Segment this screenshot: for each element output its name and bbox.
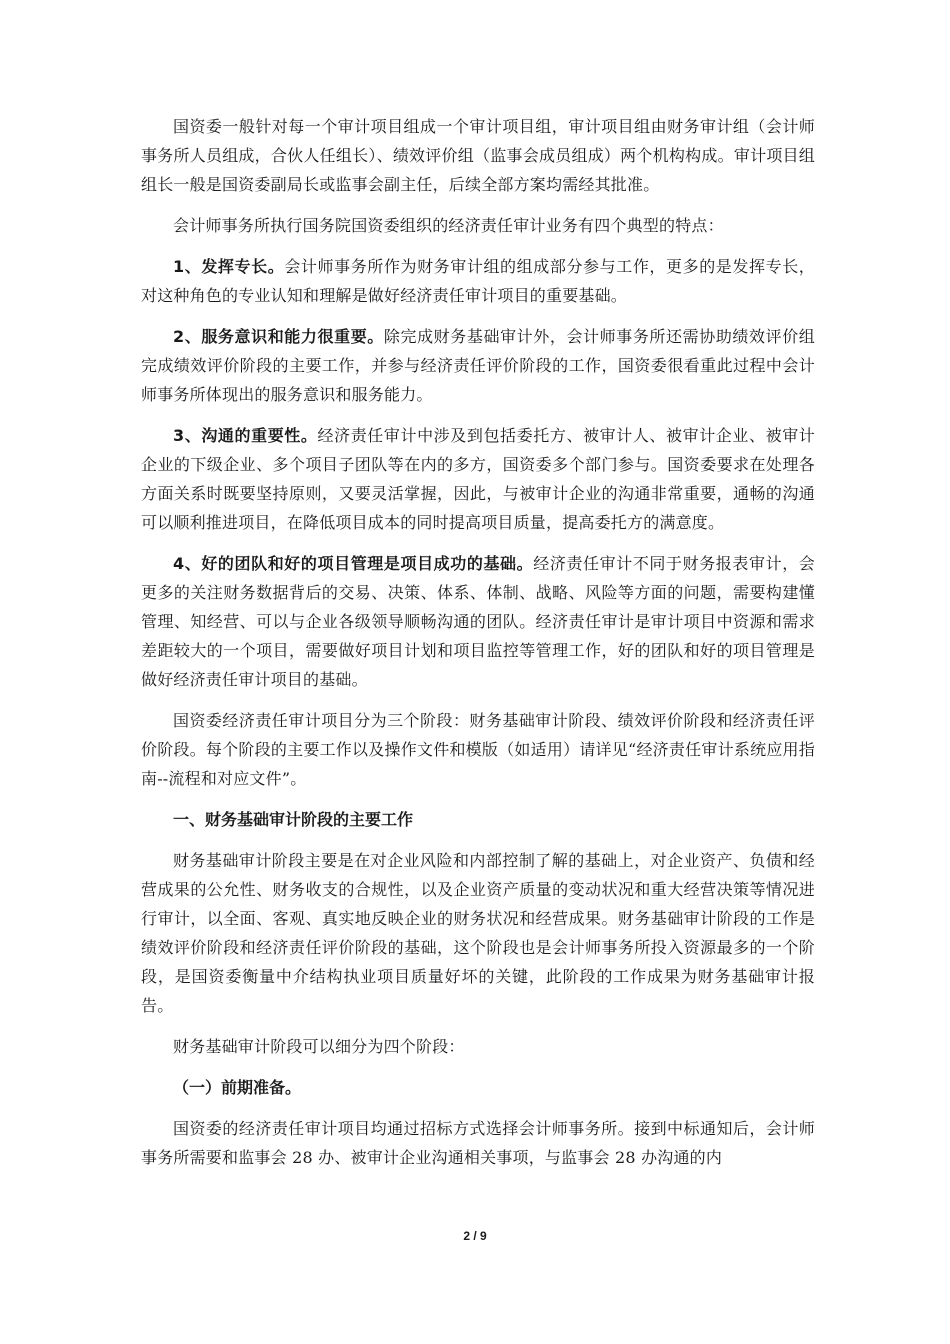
- paragraph-text: 国资委经济责任审计项目分为三个阶段：财务基础审计阶段、绩效评价阶段和经济责任评价阶段。每个阶段的主要工作以及操作文件和模版（如适用）请详见“经济责任审计系统应用指南--流程和对应文件”。: [141, 711, 815, 788]
- paragraph-feature-4: [141, 549, 815, 694]
- paragraph-lead: 1、发挥专长。: [173, 257, 285, 276]
- paragraph-four-sub-stages: [141, 1032, 815, 1061]
- paragraph-features-intro: [141, 211, 815, 240]
- paragraph-feature-2: [141, 322, 815, 409]
- paragraph-text: 财务基础审计阶段主要是在对企业风险和内部控制了解的基础上，对企业资产、负债和经营成果的公允性、财务收支的合规性，以及企业资产质量的变动状况和重大经营决策等情况进行审计，以全面、客观、真实地反映企业的财务状况和经营成果。财务基础审计阶段的工作是绩效评价阶段和经济责任评价阶段的基础，这个阶段也是会计师事务所投入资源最多的一个阶段，是国资委衡量中介结构执业项目质量好坏的关键，此阶段的工作成果为财务基础审计报告。: [141, 851, 815, 1015]
- subsection-heading-preparation: （一）前期准备。: [173, 1078, 302, 1097]
- page-number: 2 / 9: [463, 1229, 487, 1243]
- section-heading-financial-audit: 一、财务基础审计阶段的主要工作: [173, 810, 414, 829]
- paragraph-text: 会计师事务所执行国务院国资委组织的经济责任审计业务有四个典型的特点：: [173, 216, 724, 235]
- paragraph-audit-team: [141, 112, 815, 199]
- paragraph-financial-audit: [141, 846, 815, 1020]
- paragraph-feature-3: [141, 421, 815, 537]
- paragraph-bidding: [141, 1114, 815, 1172]
- paragraph-text: 会计师事务所作为财务审计组的组成部分参与工作，更多的是发挥专长，对这种角色的专业认知和理解是做好经济责任审计项目的重要基础。: [141, 257, 815, 305]
- paragraph-text: 国资委一般针对每一个审计项目组成一个审计项目组，审计项目组由财务审计组（会计师事务所人员组成，合伙人任组长）、绩效评价组（监事会成员组成）两个机构构成。审计项目组组长一般是国资委副局长或监事会副主任，后续全部方案均需经其批准。: [141, 117, 815, 194]
- paragraph-lead: 2、服务意识和能力很重要。: [173, 327, 384, 346]
- paragraph-three-stages: [141, 706, 815, 793]
- paragraph-lead: 3、沟通的重要性。: [173, 426, 318, 445]
- paragraph-text: 经济责任审计中涉及到包括委托方、被审计人、被审计企业、被审计企业的下级企业、多个项目子团队等在内的多方，国资委多个部门参与。国资委要求在处理各方面关系时既要坚持原则，又要灵活掌握，因此，与被审计企业的沟通非常重要，通畅的沟通可以顺利推进项目，在降低项目成本的同时提高项目质量，提高委托方的满意度。: [141, 426, 815, 532]
- document-body: [141, 112, 815, 1184]
- paragraph-feature-1: [141, 252, 815, 310]
- paragraph-lead: 4、好的团队和好的项目管理是项目成功的基础。: [173, 554, 534, 573]
- paragraph-text: 除完成财务基础审计外，会计师事务所还需协助绩效评价组完成绩效评价阶段的主要工作，并参与经济责任评价阶段的工作，国资委很看重此过程中会计师事务所体现出的服务意识和服务能力。: [141, 327, 816, 404]
- paragraph-text: 国资委的经济责任审计项目均通过招标方式选择会计师事务所。接到中标通知后，会计师事务所需要和监事会 28 办、被审计企业沟通相关事项，与监事会 28 办沟通的内: [141, 1119, 815, 1167]
- paragraph-text: 财务基础审计阶段可以细分为四个阶段：: [173, 1037, 465, 1056]
- paragraph-text: 经济责任审计不同于财务报表审计，会更多的关注财务数据背后的交易、决策、体系、体制、战略、风险等方面的问题，需要构建懂管理、知经营、可以与企业各级领导顺畅沟通的团队。经济责任审计是审计项目中资源和需求差距较大的一个项目，需要做好项目计划和项目监控等管理工作，好的团队和好的项目管理是做好经济责任审计项目的基础。: [141, 554, 815, 689]
